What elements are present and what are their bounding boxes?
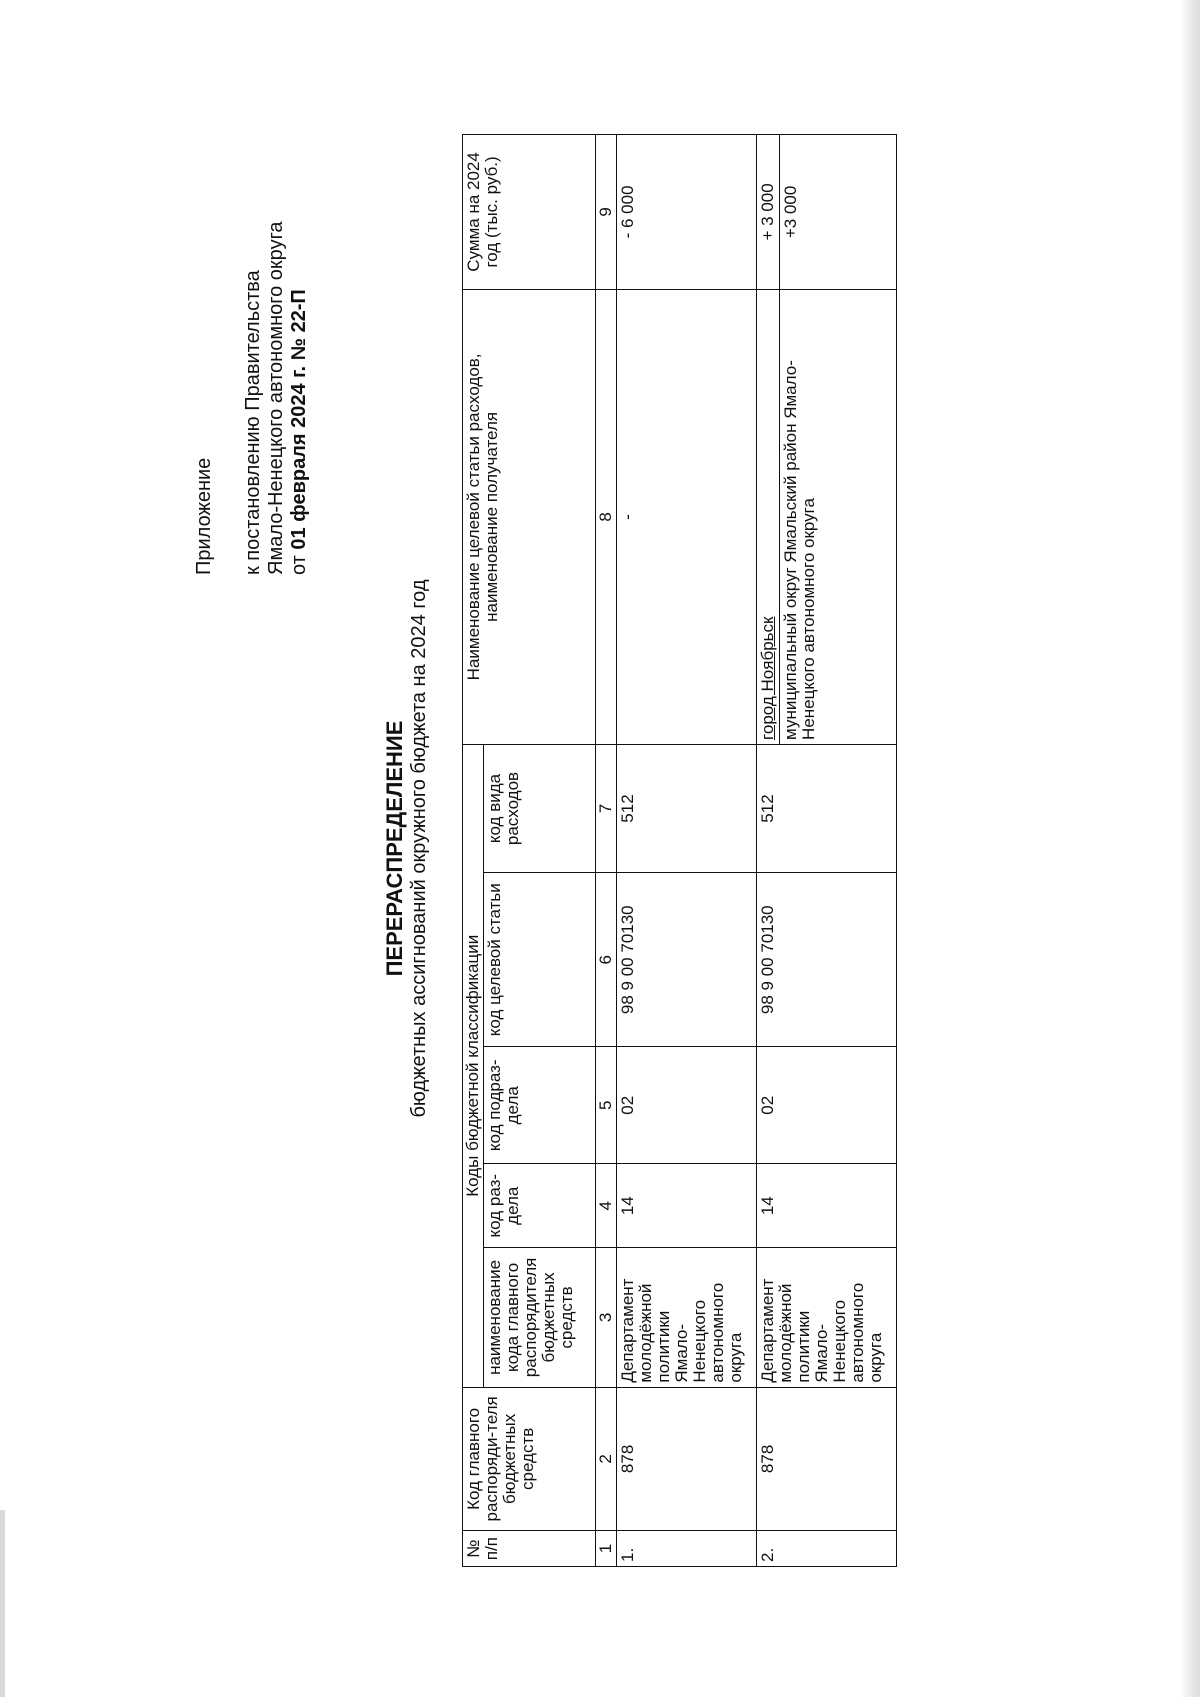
header-num: № п/п — [463, 1531, 596, 1567]
redistribution-table — [462, 134, 897, 1567]
column-number: 9 — [596, 135, 617, 290]
row-target-code: 98 9 00 70130 — [757, 873, 897, 1047]
header-target-code: код целевой статьи — [484, 873, 596, 1047]
header-codes-group: Коды бюджетной классификации — [463, 744, 484, 1387]
row-grbs-name: Департамент молодёжной политики Ямало-Ненецкого автономного округа — [617, 1248, 757, 1387]
row-grbs-name: Департамент молодёжной политики Ямало-Ненецкого автономного округа — [757, 1248, 897, 1387]
row-subsection: 02 — [617, 1047, 757, 1164]
row-section: 14 — [757, 1164, 897, 1248]
table-row — [617, 135, 757, 1567]
table-row — [757, 135, 897, 1567]
header-grbs-code: Код главного распоряди-теля бюджетных средств — [463, 1387, 596, 1531]
recipient-total-amount: + 3 000 — [757, 135, 780, 289]
resolution-line-3 — [288, 15, 311, 575]
column-number: 3 — [596, 1248, 617, 1387]
row-expense-type: 512 — [617, 744, 757, 872]
recipient-amount: +3 000 — [781, 185, 800, 239]
row-expense-type: 512 — [757, 744, 897, 872]
column-number: 2 — [596, 1387, 617, 1531]
resolution-line-1: к постановлению Правительства — [242, 270, 264, 575]
row-recipient-amounts — [757, 135, 897, 290]
row-target-code: 98 9 00 70130 — [617, 873, 757, 1047]
header-amount: Сумма на 2024 год (тыс. руб.) — [463, 135, 596, 290]
row-section: 14 — [617, 1164, 757, 1248]
document-title: ПЕРЕРАСПРЕДЕЛЕНИЕ — [382, 720, 407, 977]
table-header-row — [463, 135, 484, 1567]
document-subtitle: бюджетных ассигнований окружного бюджета на 2024 год — [408, 579, 430, 1118]
row-num: 2. — [757, 1531, 897, 1567]
row-subsection: 02 — [757, 1047, 897, 1164]
header-section: код раз-дела — [484, 1164, 596, 1248]
row-grbs-code: 878 — [757, 1387, 897, 1531]
resolution-line-2: Ямало-Ненецкого автономного округа — [265, 221, 287, 575]
row-target-name: - — [617, 289, 757, 744]
column-number: 6 — [596, 873, 617, 1047]
resolution-date-number: 01 февраля 2024 г. № 22-П — [288, 289, 310, 550]
recipient-total-name: город Ноябрьск — [758, 616, 777, 740]
header-expense-type: код вида расходов — [484, 744, 596, 872]
row-num: 1. — [617, 1531, 757, 1567]
resolution-reference — [242, 15, 311, 575]
appendix-label: Приложение — [193, 457, 215, 575]
row-recipients — [757, 289, 897, 744]
header-subsection: код подраз-дела — [484, 1047, 596, 1164]
header-target-name: Наименование целевой статьи расходов, наименование получателя — [463, 289, 596, 744]
column-number: 4 — [596, 1164, 617, 1248]
resolution-from: от — [288, 555, 310, 575]
row-grbs-code: 878 — [617, 1387, 757, 1531]
column-number: 5 — [596, 1047, 617, 1164]
row-amount: - 6 000 — [617, 135, 757, 290]
column-number: 8 — [596, 289, 617, 744]
column-number: 1 — [596, 1531, 617, 1567]
column-number: 7 — [596, 744, 617, 872]
recipient-name: муниципальный округ Ямальский район Ямало-Ненецкого автономного округа — [781, 360, 818, 740]
header-grbs-name: наименование кода главного распорядителя бюджетных средств — [484, 1248, 596, 1387]
column-number-row — [596, 135, 617, 1567]
